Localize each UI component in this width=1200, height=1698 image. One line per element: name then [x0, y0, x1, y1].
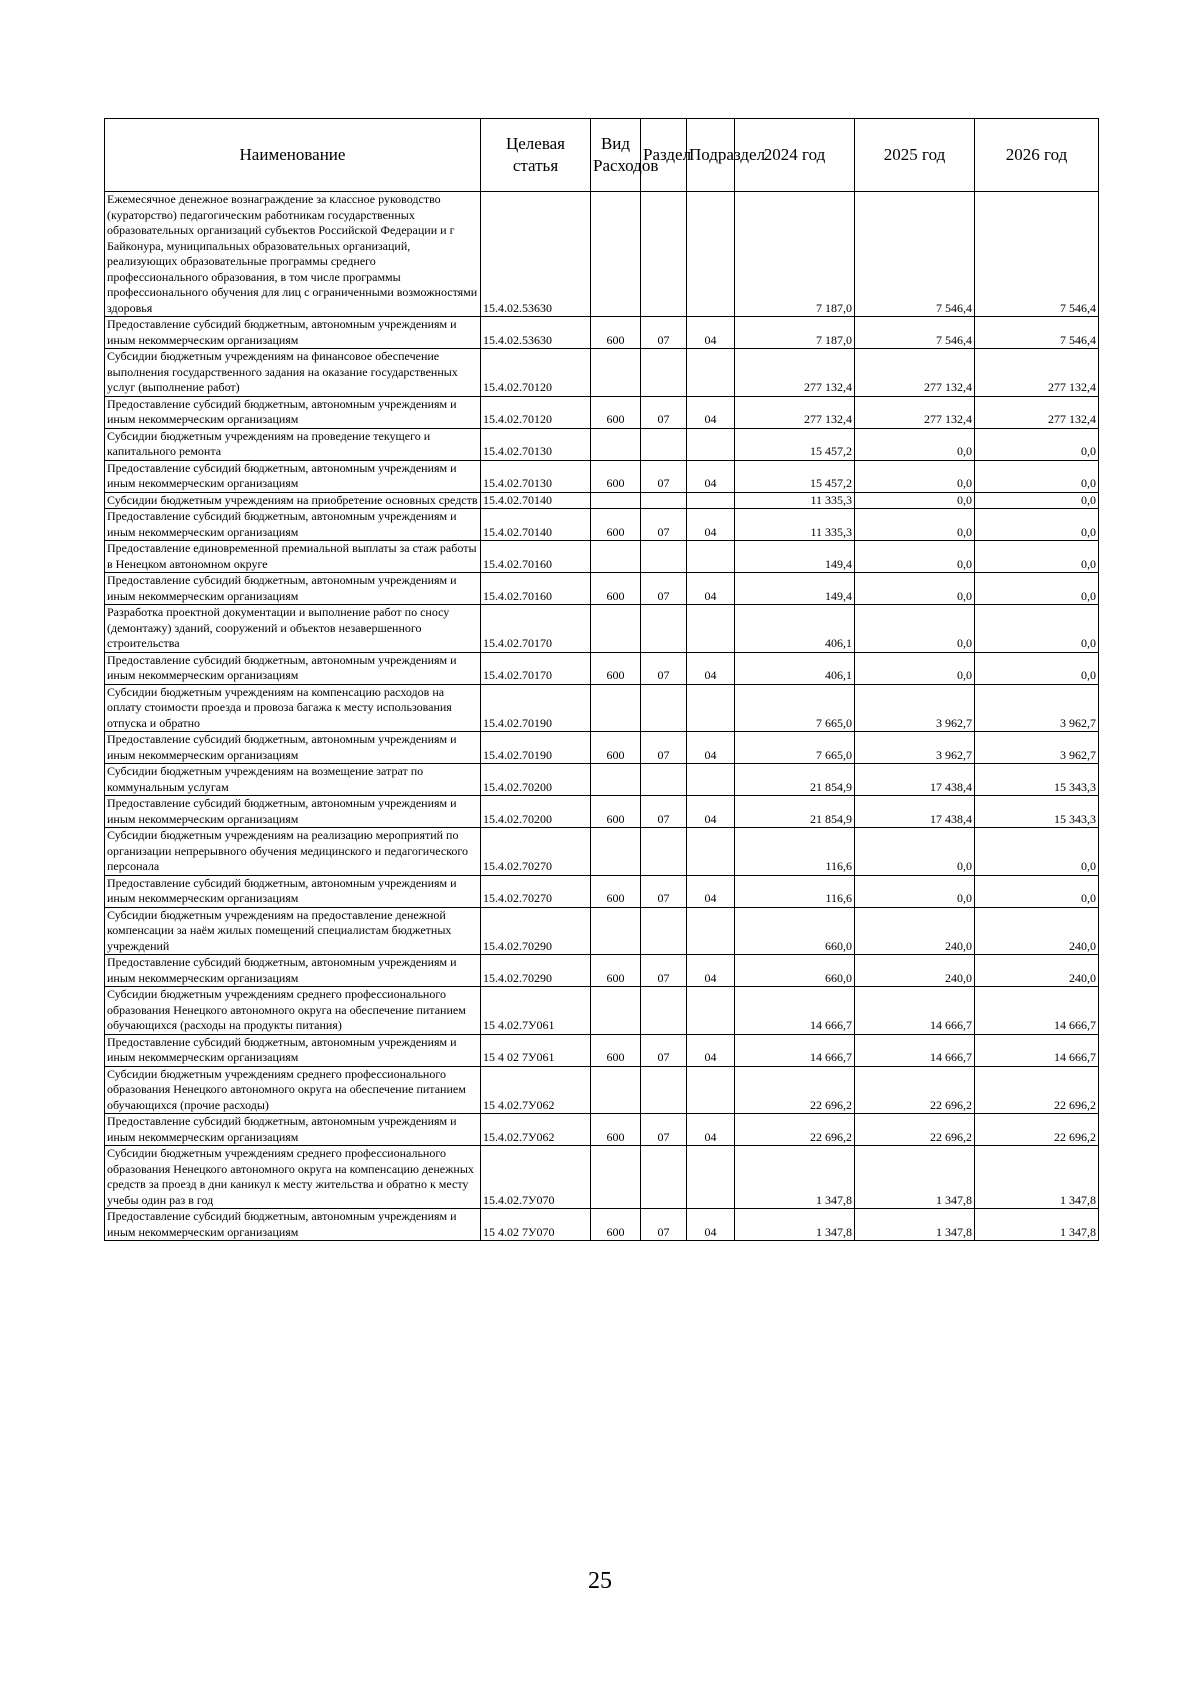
- row-section: [641, 605, 687, 653]
- row-2024: 14 666,7: [735, 987, 855, 1035]
- row-target: 15.4.02.7У062: [481, 1114, 591, 1146]
- row-target: 15.4.02.70120: [481, 349, 591, 397]
- row-section: 07: [641, 875, 687, 907]
- row-section: 07: [641, 1114, 687, 1146]
- table-row: [105, 732, 1099, 764]
- row-2025: 3 962,7: [855, 732, 975, 764]
- row-2026: 15 343,3: [975, 796, 1099, 828]
- row-subsection: 04: [687, 1209, 735, 1241]
- row-subsection: 04: [687, 573, 735, 605]
- row-target: 15.4.02.70170: [481, 652, 591, 684]
- row-name: Предоставление субсидий бюджетным, автономным учреждениям и иным некоммерческим организациям: [105, 1034, 481, 1066]
- row-section: [641, 428, 687, 460]
- row-2026: 0,0: [975, 428, 1099, 460]
- row-2026: 240,0: [975, 907, 1099, 955]
- table-row: [105, 1034, 1099, 1066]
- row-2025: 277 132,4: [855, 396, 975, 428]
- row-expense-type: [591, 907, 641, 955]
- row-2026: 0,0: [975, 652, 1099, 684]
- row-2026: 7 546,4: [975, 317, 1099, 349]
- table-row: [105, 492, 1099, 509]
- row-subsection: [687, 349, 735, 397]
- row-2026: 3 962,7: [975, 732, 1099, 764]
- row-2024: 1 347,8: [735, 1146, 855, 1209]
- row-2024: 22 696,2: [735, 1114, 855, 1146]
- row-subsection: 04: [687, 317, 735, 349]
- row-target: 15.4.02.70270: [481, 875, 591, 907]
- row-target: 15.4.02.70190: [481, 732, 591, 764]
- row-expense-type: [591, 987, 641, 1035]
- row-section: [641, 1066, 687, 1114]
- row-name: Предоставление субсидий бюджетным, автономным учреждениям и иным некоммерческим организациям: [105, 796, 481, 828]
- row-target: 15 4.02 7У070: [481, 1209, 591, 1241]
- row-target: 15 4.02.7У062: [481, 1066, 591, 1114]
- row-target: 15.4.02.70140: [481, 492, 591, 509]
- row-name: Предоставление единовременной премиальной выплаты за стаж работы в Ненецком автономном округе: [105, 541, 481, 573]
- row-subsection: [687, 1146, 735, 1209]
- row-2026: 15 343,3: [975, 764, 1099, 796]
- row-name: Субсидии бюджетным учреждениям среднего профессионального образования Ненецкого автономного округа на компенсацию денежных средств за проезд в дни каникул к месту жительства и обратно к месту учебы один раз в год: [105, 1146, 481, 1209]
- row-expense-type: 600: [591, 1209, 641, 1241]
- table-row: [105, 509, 1099, 541]
- row-2024: 116,6: [735, 875, 855, 907]
- header-name: Наименование: [105, 119, 481, 192]
- row-name: Предоставление субсидий бюджетным, автономным учреждениям и иным некоммерческим организациям: [105, 573, 481, 605]
- table-row: [105, 192, 1099, 317]
- table-row: [105, 796, 1099, 828]
- row-expense-type: [591, 684, 641, 732]
- table-row: [105, 460, 1099, 492]
- row-section: 07: [641, 573, 687, 605]
- row-expense-type: 600: [591, 732, 641, 764]
- table-row: [105, 428, 1099, 460]
- row-subsection: 04: [687, 796, 735, 828]
- row-2025: 17 438,4: [855, 796, 975, 828]
- row-subsection: [687, 192, 735, 317]
- row-2026: 0,0: [975, 492, 1099, 509]
- row-2025: 22 696,2: [855, 1114, 975, 1146]
- row-name: Предоставление субсидий бюджетным, автономным учреждениям и иным некоммерческим организациям: [105, 396, 481, 428]
- row-2026: 277 132,4: [975, 349, 1099, 397]
- row-name: Субсидии бюджетным учреждениям на реализацию мероприятий по организации непрерывного обучения медицинского и педагогического персонала: [105, 828, 481, 876]
- row-section: [641, 764, 687, 796]
- row-subsection: 04: [687, 1114, 735, 1146]
- row-subsection: [687, 492, 735, 509]
- row-name: Предоставление субсидий бюджетным, автономным учреждениям и иным некоммерческим организациям: [105, 460, 481, 492]
- row-expense-type: 600: [591, 1034, 641, 1066]
- row-target: 15.4.02.70290: [481, 955, 591, 987]
- row-target: 15.4.02.70170: [481, 605, 591, 653]
- header-section: Раздел: [641, 119, 687, 192]
- row-expense-type: 600: [591, 652, 641, 684]
- row-subsection: [687, 428, 735, 460]
- row-expense-type: [591, 764, 641, 796]
- row-name: Предоставление субсидий бюджетным, автономным учреждениям и иным некоммерческим организациям: [105, 1114, 481, 1146]
- row-2024: 660,0: [735, 907, 855, 955]
- row-expense-type: 600: [591, 573, 641, 605]
- row-section: [641, 492, 687, 509]
- row-name: Предоставление субсидий бюджетным, автономным учреждениям и иным некоммерческим организациям: [105, 732, 481, 764]
- row-expense-type: [591, 349, 641, 397]
- row-2024: 149,4: [735, 573, 855, 605]
- header-subsection: Подраздел: [687, 119, 735, 192]
- row-section: [641, 684, 687, 732]
- row-subsection: [687, 541, 735, 573]
- row-2025: 0,0: [855, 509, 975, 541]
- row-2025: 0,0: [855, 428, 975, 460]
- table-row: [105, 317, 1099, 349]
- row-2026: 0,0: [975, 460, 1099, 492]
- row-section: [641, 541, 687, 573]
- table-row: [105, 541, 1099, 573]
- row-2025: 0,0: [855, 541, 975, 573]
- table-row: [105, 875, 1099, 907]
- row-section: 07: [641, 460, 687, 492]
- row-2025: 22 696,2: [855, 1066, 975, 1114]
- row-subsection: [687, 764, 735, 796]
- row-target: 15.4.02.70130: [481, 460, 591, 492]
- row-section: 07: [641, 732, 687, 764]
- header-2024: 2024 год: [735, 119, 855, 192]
- row-2026: 0,0: [975, 573, 1099, 605]
- table-header-row: [105, 119, 1099, 192]
- row-2025: 277 132,4: [855, 349, 975, 397]
- row-expense-type: [591, 541, 641, 573]
- row-expense-type: 600: [591, 509, 641, 541]
- row-section: [641, 349, 687, 397]
- row-target: 15.4.02.70120: [481, 396, 591, 428]
- row-2024: 11 335,3: [735, 509, 855, 541]
- row-target: 15.4.02.70270: [481, 828, 591, 876]
- row-target: 15 4.02.7У061: [481, 987, 591, 1035]
- header-expense-type: Вид Расходов: [591, 119, 641, 192]
- row-2024: 277 132,4: [735, 349, 855, 397]
- row-section: 07: [641, 1209, 687, 1241]
- row-expense-type: 600: [591, 396, 641, 428]
- row-subsection: [687, 828, 735, 876]
- row-2026: 240,0: [975, 955, 1099, 987]
- row-target: 15.4.02.53630: [481, 317, 591, 349]
- row-2026: 0,0: [975, 605, 1099, 653]
- row-2025: 14 666,7: [855, 987, 975, 1035]
- row-2025: 7 546,4: [855, 317, 975, 349]
- row-2026: 1 347,8: [975, 1146, 1099, 1209]
- row-expense-type: [591, 1066, 641, 1114]
- row-name: Субсидии бюджетным учреждениям на компенсацию расходов на оплату стоимости проезда и провоза багажа к месту использования отпуска и обратно: [105, 684, 481, 732]
- row-section: 07: [641, 509, 687, 541]
- row-expense-type: [591, 428, 641, 460]
- table-row: [105, 828, 1099, 876]
- row-2024: 1 347,8: [735, 1209, 855, 1241]
- row-target: 15.4.02.70140: [481, 509, 591, 541]
- page-number: 25: [588, 1568, 612, 1594]
- row-name: Субсидии бюджетным учреждениям на возмещение затрат по коммунальным услугам: [105, 764, 481, 796]
- row-section: 07: [641, 317, 687, 349]
- table-row: [105, 987, 1099, 1035]
- row-expense-type: [591, 1146, 641, 1209]
- row-2024: 11 335,3: [735, 492, 855, 509]
- row-section: [641, 192, 687, 317]
- row-name: Предоставление субсидий бюджетным, автономным учреждениям и иным некоммерческим организациям: [105, 1209, 481, 1241]
- row-expense-type: [591, 605, 641, 653]
- row-2025: 240,0: [855, 955, 975, 987]
- row-2025: 0,0: [855, 875, 975, 907]
- row-2024: 14 666,7: [735, 1034, 855, 1066]
- row-expense-type: [591, 192, 641, 317]
- table-row: [105, 764, 1099, 796]
- row-2026: 7 546,4: [975, 192, 1099, 317]
- row-name: Субсидии бюджетным учреждениям на предоставление денежной компенсации за наём жилых помещений специалистам бюджетных учреждений: [105, 907, 481, 955]
- table-body: [105, 192, 1099, 1241]
- row-2025: 14 666,7: [855, 1034, 975, 1066]
- row-name: Субсидии бюджетным учреждениям на финансовое обеспечение выполнения государственного задания на оказание государственных услуг (выполнение работ): [105, 349, 481, 397]
- budget-table: [104, 118, 1099, 1241]
- row-name: Ежемесячное денежное вознаграждение за классное руководство (кураторство) педагогическим работникам государственных образовательных организаций субъектов Российской Федерации и г Байконура, муниципальных образовательных организаций, реализующих образовательные программы среднего профессионального образования, в том числе программы профессионального обучения для лиц с ограниченными возможностями здоровья: [105, 192, 481, 317]
- row-subsection: 04: [687, 509, 735, 541]
- row-2025: 240,0: [855, 907, 975, 955]
- row-subsection: 04: [687, 875, 735, 907]
- row-name: Разработка проектной документации и выполнение работ по сносу (демонтажу) зданий, сооружений и объектов незавершенного строительства: [105, 605, 481, 653]
- row-2026: 14 666,7: [975, 1034, 1099, 1066]
- row-name: Субсидии бюджетным учреждениям на приобретение основных средств: [105, 492, 481, 509]
- row-name: Субсидии бюджетным учреждениям среднего профессионального образования Ненецкого автономного округа на обеспечение питанием обучающихся (прочие расходы): [105, 1066, 481, 1114]
- row-2024: 406,1: [735, 605, 855, 653]
- row-name: Предоставление субсидий бюджетным, автономным учреждениям и иным некоммерческим организациям: [105, 652, 481, 684]
- row-name: Предоставление субсидий бюджетным, автономным учреждениям и иным некоммерческим организациям: [105, 875, 481, 907]
- table-row: [105, 907, 1099, 955]
- row-subsection: [687, 684, 735, 732]
- table-row: [105, 605, 1099, 653]
- row-expense-type: [591, 492, 641, 509]
- row-section: [641, 907, 687, 955]
- row-section: 07: [641, 796, 687, 828]
- row-expense-type: 600: [591, 1114, 641, 1146]
- row-expense-type: 600: [591, 460, 641, 492]
- row-section: [641, 1146, 687, 1209]
- row-subsection: 04: [687, 732, 735, 764]
- row-section: 07: [641, 1034, 687, 1066]
- row-target: 15.4.02.70200: [481, 796, 591, 828]
- row-2025: 0,0: [855, 828, 975, 876]
- table-row: [105, 684, 1099, 732]
- row-section: [641, 828, 687, 876]
- row-2025: 3 962,7: [855, 684, 975, 732]
- header-2025: 2025 год: [855, 119, 975, 192]
- row-2026: 0,0: [975, 541, 1099, 573]
- row-2026: 0,0: [975, 509, 1099, 541]
- row-2025: 1 347,8: [855, 1146, 975, 1209]
- row-subsection: [687, 1066, 735, 1114]
- table-row: [105, 1209, 1099, 1241]
- row-2025: 0,0: [855, 605, 975, 653]
- table-row: [105, 1066, 1099, 1114]
- row-2024: 7 187,0: [735, 317, 855, 349]
- row-target: 15.4.02.70130: [481, 428, 591, 460]
- row-target: 15.4.02.70190: [481, 684, 591, 732]
- row-expense-type: [591, 828, 641, 876]
- row-2024: 7 665,0: [735, 684, 855, 732]
- row-2025: 17 438,4: [855, 764, 975, 796]
- row-2025: 0,0: [855, 652, 975, 684]
- row-2026: 1 347,8: [975, 1209, 1099, 1241]
- row-subsection: 04: [687, 652, 735, 684]
- row-2025: 0,0: [855, 460, 975, 492]
- row-subsection: [687, 987, 735, 1035]
- row-2026: 0,0: [975, 875, 1099, 907]
- row-target: 15.4.02.7У070: [481, 1146, 591, 1209]
- row-subsection: [687, 907, 735, 955]
- row-expense-type: 600: [591, 317, 641, 349]
- row-2024: 660,0: [735, 955, 855, 987]
- row-2025: 7 546,4: [855, 192, 975, 317]
- row-2026: 0,0: [975, 828, 1099, 876]
- row-2026: 14 666,7: [975, 987, 1099, 1035]
- row-2025: 1 347,8: [855, 1209, 975, 1241]
- table-row: [105, 652, 1099, 684]
- row-2025: 0,0: [855, 573, 975, 605]
- row-target: 15 4 02 7У061: [481, 1034, 591, 1066]
- row-2024: 21 854,9: [735, 764, 855, 796]
- row-name: Предоставление субсидий бюджетным, автономным учреждениям и иным некоммерческим организациям: [105, 509, 481, 541]
- row-section: [641, 987, 687, 1035]
- header-2026: 2026 год: [975, 119, 1099, 192]
- row-name: Субсидии бюджетным учреждениям на проведение текущего и капитального ремонта: [105, 428, 481, 460]
- row-2024: 149,4: [735, 541, 855, 573]
- row-name: Предоставление субсидий бюджетным, автономным учреждениям и иным некоммерческим организациям: [105, 955, 481, 987]
- row-2024: 116,6: [735, 828, 855, 876]
- row-section: 07: [641, 396, 687, 428]
- row-2026: 22 696,2: [975, 1066, 1099, 1114]
- row-name: Предоставление субсидий бюджетным, автономным учреждениям и иным некоммерческим организациям: [105, 317, 481, 349]
- row-2024: 7 187,0: [735, 192, 855, 317]
- row-target: 15.4.02.70160: [481, 573, 591, 605]
- row-expense-type: 600: [591, 875, 641, 907]
- row-subsection: 04: [687, 396, 735, 428]
- table-row: [105, 955, 1099, 987]
- row-target: 15.4.02.70160: [481, 541, 591, 573]
- row-target: 15.4.02.53630: [481, 192, 591, 317]
- row-2025: 0,0: [855, 492, 975, 509]
- table-row: [105, 349, 1099, 397]
- row-target: 15.4.02.70200: [481, 764, 591, 796]
- row-2026: 277 132,4: [975, 396, 1099, 428]
- row-2024: 277 132,4: [735, 396, 855, 428]
- row-expense-type: 600: [591, 955, 641, 987]
- table-row: [105, 1146, 1099, 1209]
- row-2024: 15 457,2: [735, 428, 855, 460]
- row-2026: 22 696,2: [975, 1114, 1099, 1146]
- row-2024: 15 457,2: [735, 460, 855, 492]
- row-2024: 406,1: [735, 652, 855, 684]
- row-expense-type: 600: [591, 796, 641, 828]
- row-subsection: [687, 605, 735, 653]
- row-subsection: 04: [687, 1034, 735, 1066]
- table-row: [105, 573, 1099, 605]
- row-2024: 7 665,0: [735, 732, 855, 764]
- row-2024: 22 696,2: [735, 1066, 855, 1114]
- row-name: Субсидии бюджетным учреждениям среднего профессионального образования Ненецкого автономного округа на обеспечение питанием обучающихся (расходы на продукты питания): [105, 987, 481, 1035]
- row-section: 07: [641, 955, 687, 987]
- row-subsection: 04: [687, 460, 735, 492]
- row-subsection: 04: [687, 955, 735, 987]
- row-target: 15.4.02.70290: [481, 907, 591, 955]
- row-section: 07: [641, 652, 687, 684]
- row-2024: 21 854,9: [735, 796, 855, 828]
- table-row: [105, 396, 1099, 428]
- table-row: [105, 1114, 1099, 1146]
- row-2026: 3 962,7: [975, 684, 1099, 732]
- header-target: Целевая статья: [481, 119, 591, 192]
